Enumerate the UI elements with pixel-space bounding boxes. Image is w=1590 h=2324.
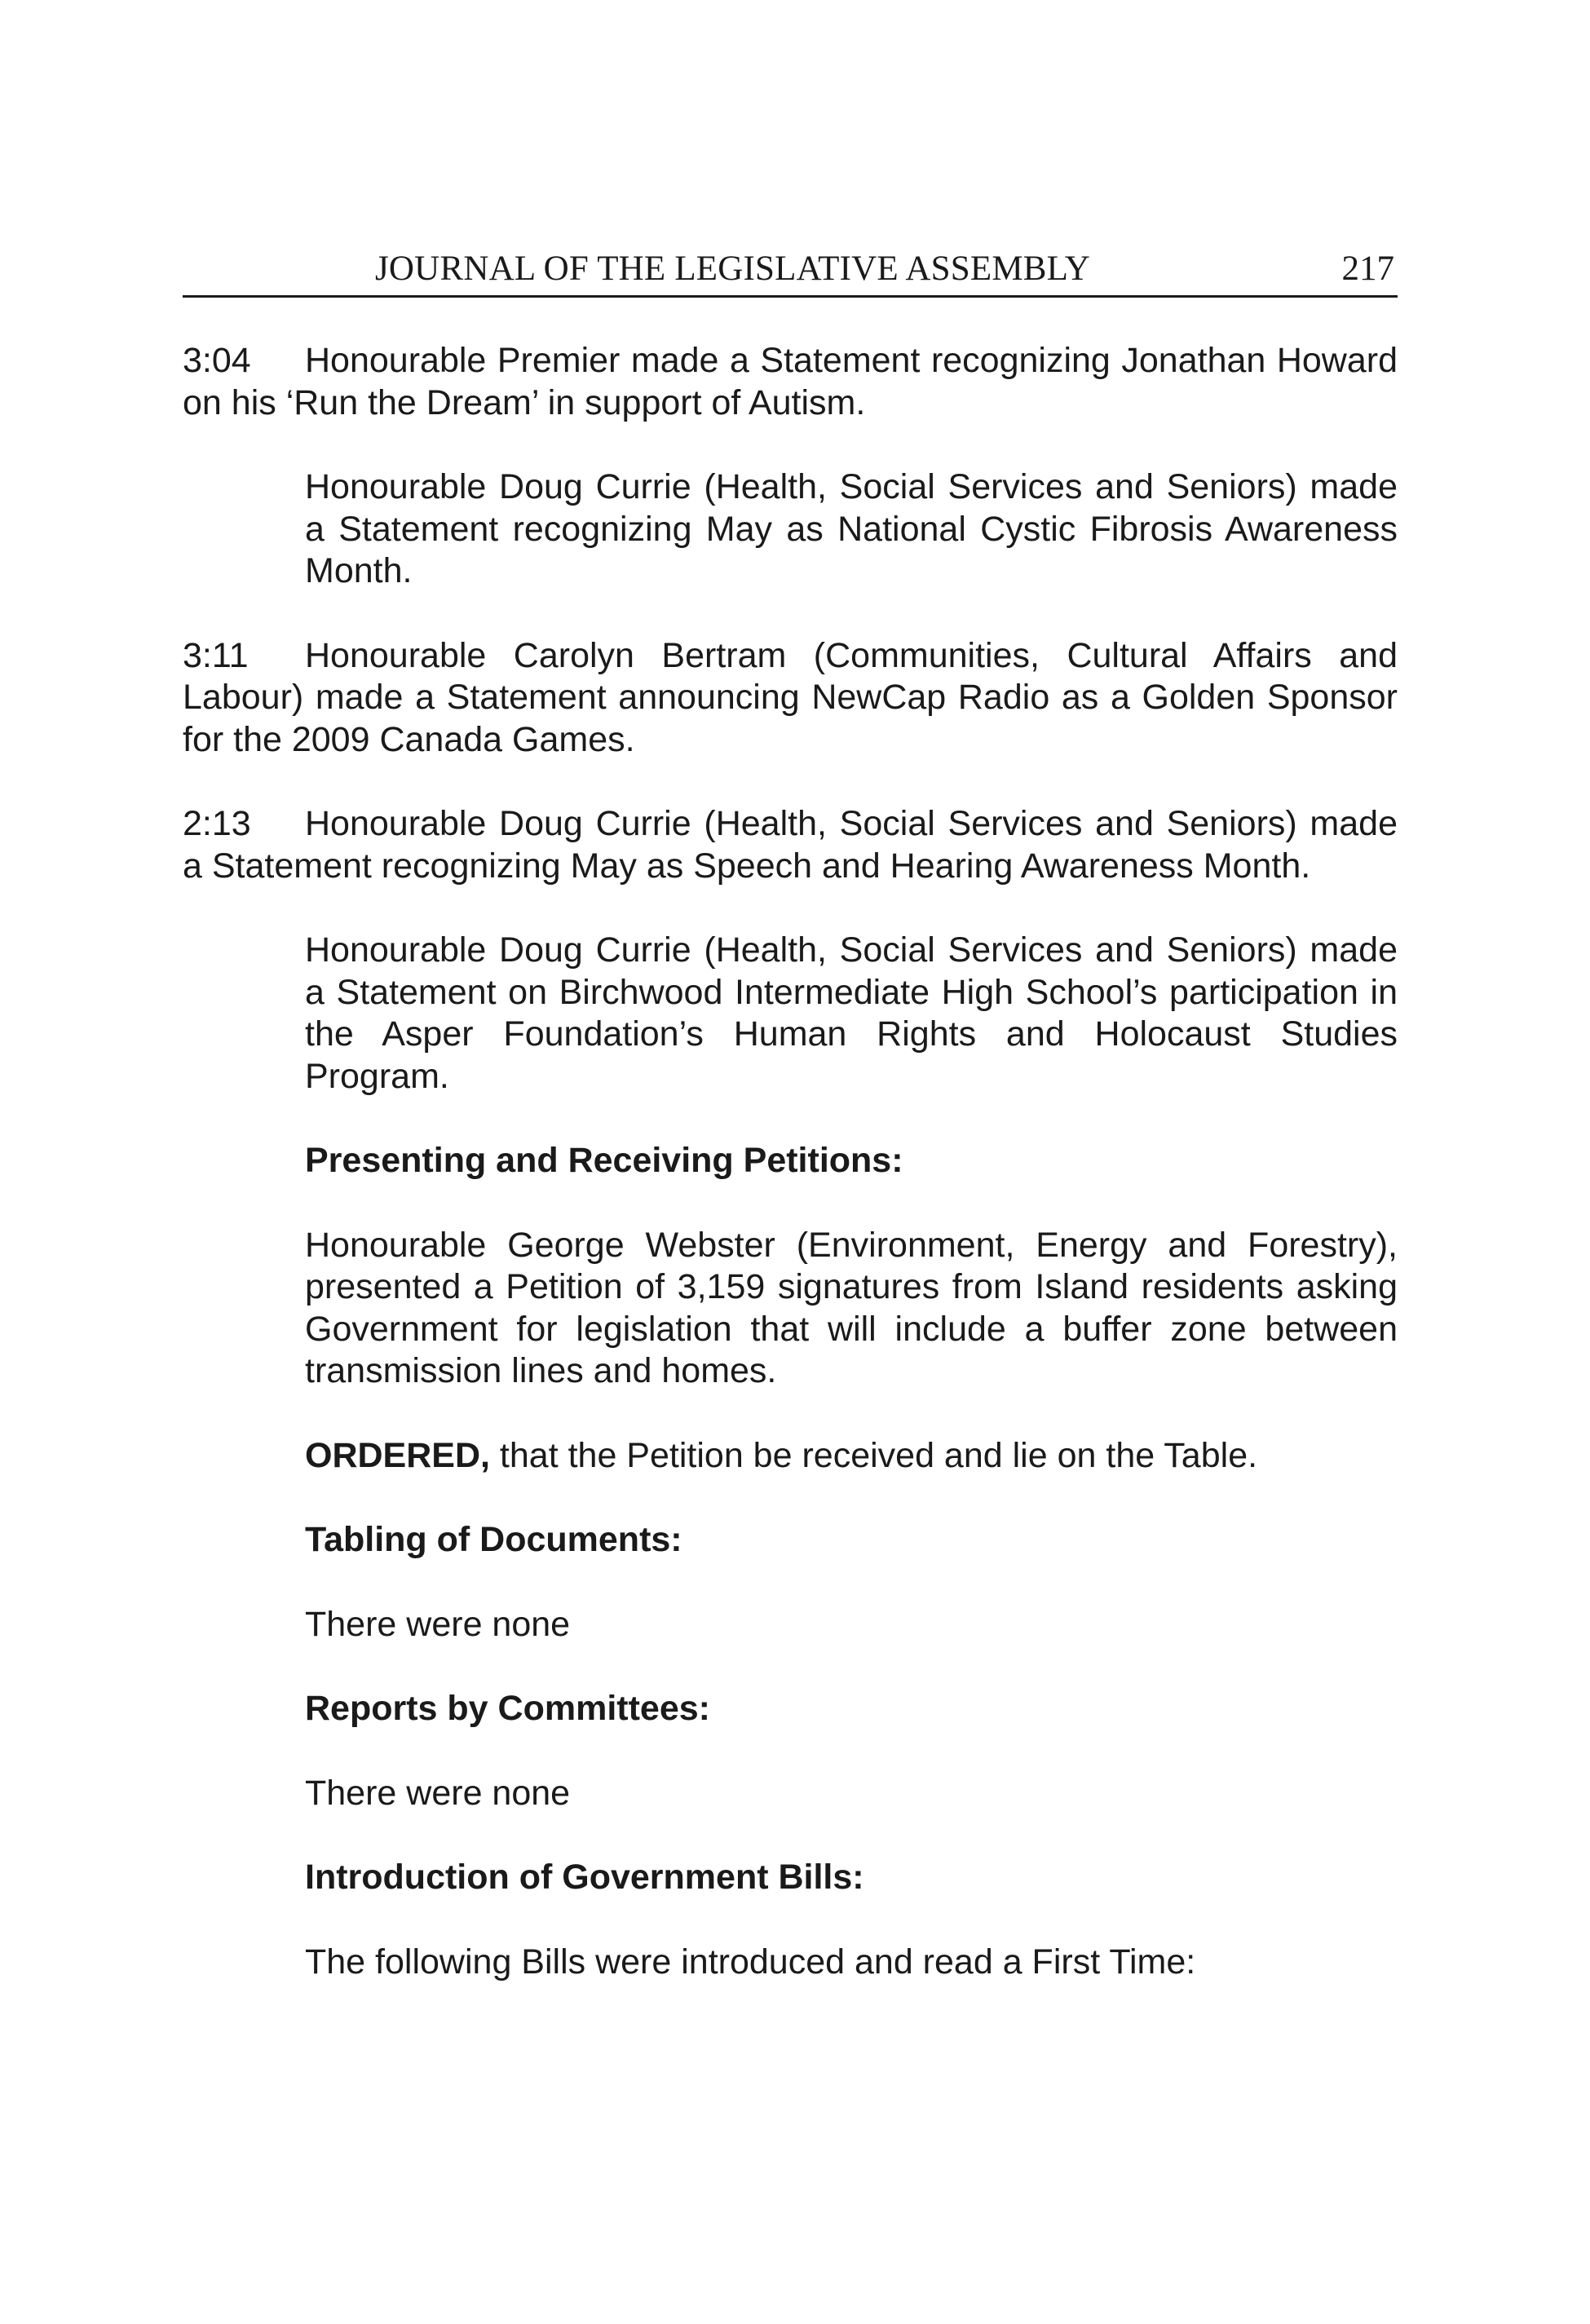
statement-text: Honourable Doug Currie (Health, Social Services and Seniors) made a Statement recognizing May as Speech and Hearing Awareness Month. bbox=[183, 804, 1398, 886]
petitions-heading: Presenting and Receiving Petitions: bbox=[305, 1141, 903, 1180]
journal-page bbox=[183, 245, 1398, 1983]
committees-text: There were none bbox=[305, 1773, 571, 1813]
statement-text: Honourable Premier made a Statement recognizing Jonathan Howard on his ‘Run the Dream’ in support of Autism. bbox=[183, 341, 1398, 422]
bills-text: The following Bills were introduced and read a First Time: bbox=[305, 1942, 1196, 1982]
committees-heading: Reports by Committees: bbox=[305, 1689, 710, 1728]
statement-entry bbox=[305, 930, 1398, 1098]
statement-entry bbox=[305, 466, 1398, 593]
statement-time: 2:13 bbox=[183, 804, 251, 843]
statement-text: Honourable Carolyn Bertram (Communities, Cultural Affairs and Labour) made a Statement announcing NewCap Radio as a Golden Sponsor for the 2009 Canada Games. bbox=[183, 635, 1398, 759]
journal-body bbox=[183, 340, 1398, 1983]
tabling-heading: Tabling of Documents: bbox=[305, 1520, 682, 1559]
statement-text: Honourable Doug Currie (Health, Social Services and Seniors) made a Statement recognizing May as National Cystic Fibrosis Awareness Month. bbox=[305, 467, 1398, 590]
statement-entry bbox=[183, 803, 1398, 887]
running-head bbox=[183, 245, 1398, 298]
bills-heading: Introduction of Government Bills: bbox=[305, 1858, 864, 1897]
tabling-text: There were none bbox=[305, 1604, 571, 1644]
statement-text: Honourable Doug Currie (Health, Social Services and Seniors) made a Statement on Birchwood Intermediate High School’s participation in the Asper Foundation’s Human Rights and Holocaust Studies Program. bbox=[305, 930, 1398, 1096]
journal-title: JOURNAL OF THE LEGISLATIVE ASSEMBLY bbox=[375, 250, 1091, 288]
ordered-statement bbox=[305, 1435, 1398, 1478]
statement-time: 3:04 bbox=[183, 341, 251, 380]
ordered-label: ORDERED, bbox=[305, 1435, 490, 1475]
statement-entry bbox=[183, 635, 1398, 762]
statement-entry bbox=[183, 340, 1398, 424]
statement-time: 3:11 bbox=[183, 635, 249, 675]
page-number: 217 bbox=[1341, 250, 1394, 288]
petition-text: Honourable George Webster (Environment, Energy and Forestry), presented a Petition of 3,159 signatures from Island residents asking Government for legislation that will include a buffer zone between transmission lines and homes. bbox=[305, 1225, 1398, 1390]
ordered-text: that the Petition be received and lie on the Table. bbox=[489, 1435, 1258, 1475]
